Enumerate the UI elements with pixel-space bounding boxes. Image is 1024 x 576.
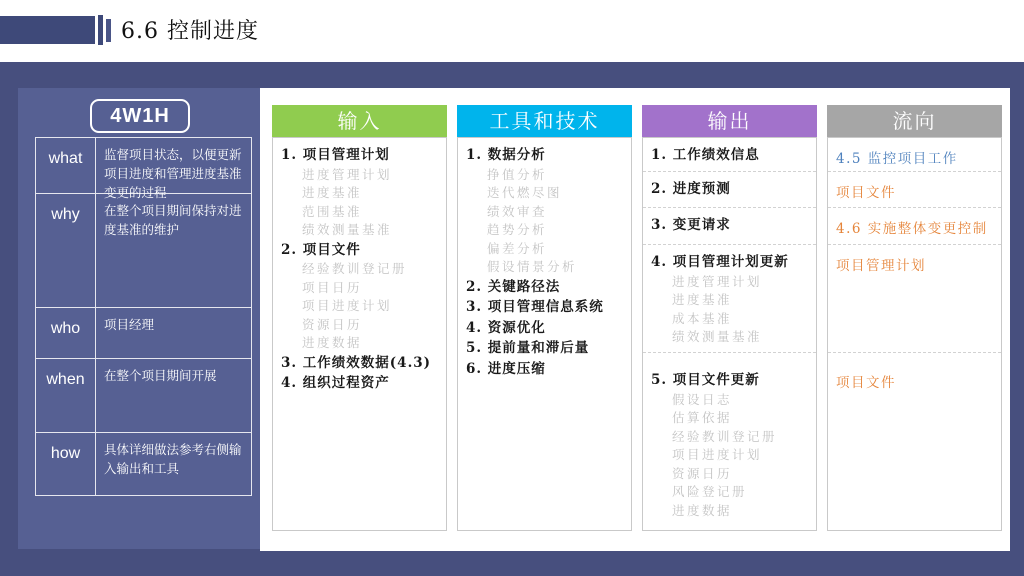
list-item: 6. 进度压缩 — [466, 360, 546, 377]
list-subitem: 绩效测量基准 — [672, 329, 763, 344]
list-subitem: 资源日历 — [302, 316, 363, 332]
list-subitem: 假设日志 — [672, 391, 733, 407]
list-subitem: 项目日历 — [302, 279, 363, 295]
row-value: 具体详细做法参考右侧输入输出和工具 — [104, 443, 242, 476]
list-subitem: 进度基准 — [672, 292, 733, 307]
flow-link: 4.5 监控项目工作 — [828, 138, 1001, 172]
list-item: 3. 变更请求 — [651, 217, 731, 233]
table-row-when — [36, 359, 251, 433]
tools-header: 工具和技术 — [457, 105, 632, 137]
list-item: 5. 提前量和滞后量 — [466, 340, 590, 356]
output-row — [643, 208, 816, 245]
table-row-who — [36, 308, 251, 359]
column-tools — [457, 105, 632, 531]
list-subitem: 资源日历 — [672, 465, 733, 481]
list-item: 2. 项目文件 — [281, 241, 361, 258]
table-row-what — [36, 138, 251, 200]
list-item: 5. 项目文件更新 — [651, 372, 760, 388]
title-accent-bar-icon — [106, 19, 111, 42]
flow-link: 4.6 实施整体变更控制 — [828, 208, 1001, 245]
fourw1h-badge: 4W1H — [90, 99, 190, 133]
list-item: 4. 资源优化 — [466, 319, 546, 336]
list-item: 3. 项目管理信息系统 — [466, 299, 604, 315]
list-item: 1. 工作绩效信息 — [651, 147, 760, 163]
column-flow — [827, 105, 1002, 531]
list-subitem: 经验教训登记册 — [672, 428, 778, 444]
list-subitem: 挣值分析 — [487, 166, 548, 182]
row-label: when — [36, 359, 96, 432]
list-subitem: 估算依据 — [672, 410, 733, 425]
list-subitem: 趋势分析 — [487, 222, 548, 237]
flow-header: 流向 — [827, 105, 1002, 137]
row-value: 在整个项目期间保持对进度基准的维护 — [104, 204, 242, 237]
row-label: why — [36, 194, 96, 307]
row-label: how — [36, 433, 96, 495]
list-subitem: 进度数据 — [672, 502, 733, 518]
list-subitem: 风险登记册 — [672, 484, 748, 499]
table-row-how — [36, 433, 251, 495]
list-subitem: 项目进度计划 — [672, 447, 763, 462]
list-subitem: 进度数据 — [302, 335, 363, 350]
row-value: 项目经理 — [104, 318, 155, 332]
inputs-list — [272, 137, 447, 531]
tools-list — [457, 137, 632, 531]
row-label: who — [36, 308, 96, 358]
list-item: 4. 组织过程资产 — [281, 375, 390, 391]
list-subitem: 迭代燃尽图 — [487, 185, 563, 200]
list-subitem: 进度基准 — [302, 185, 363, 200]
list-subitem: 绩效审查 — [487, 203, 548, 219]
row-label: what — [36, 138, 96, 193]
list-subitem: 进度管理计划 — [672, 273, 763, 289]
list-subitem: 项目进度计划 — [302, 298, 393, 313]
list-item: 2. 进度预测 — [651, 181, 731, 197]
page-title: 6.6 控制进度 — [121, 19, 259, 44]
list-item: 1. 数据分析 — [466, 147, 546, 163]
row-value: 监督项目状态，以便更新项目进度和管理进度基准变更的过程 — [104, 148, 242, 200]
list-subitem: 范围基准 — [302, 203, 363, 219]
fourw1h-panel — [18, 88, 266, 549]
flow-list — [827, 137, 1002, 531]
title-accent-rect — [0, 16, 95, 44]
output-row — [643, 353, 816, 530]
list-subitem: 经验教训登记册 — [302, 261, 408, 276]
outputs-header: 输出 — [642, 105, 817, 137]
column-inputs — [272, 105, 447, 531]
list-item: 3. 工作绩效数据(4.3) — [281, 354, 432, 371]
row-value: 在整个项目期间开展 — [104, 369, 217, 383]
list-subitem: 假设情景分析 — [487, 259, 578, 274]
title-accent-bar-icon — [98, 15, 103, 45]
table-row-why — [36, 194, 251, 308]
itto-panel — [260, 88, 1010, 551]
flow-link: 项目管理计划 — [828, 245, 1001, 353]
list-subitem: 偏差分析 — [487, 240, 548, 256]
output-row — [643, 138, 816, 172]
flow-link: 项目文件 — [828, 172, 1001, 208]
inputs-header: 输入 — [272, 105, 447, 137]
flow-link: 项目文件 — [836, 375, 896, 391]
output-row — [643, 245, 816, 353]
list-item: 4. 项目管理计划更新 — [651, 254, 789, 270]
outputs-list — [642, 137, 817, 531]
column-outputs — [642, 105, 817, 531]
fourw1h-table — [35, 137, 252, 496]
list-subitem: 成本基准 — [672, 310, 733, 326]
list-item: 1. 项目管理计划 — [281, 147, 390, 163]
list-item: 2. 关键路径法 — [466, 278, 561, 295]
list-subitem: 绩效测量基准 — [302, 222, 393, 237]
list-subitem: 进度管理计划 — [302, 166, 393, 182]
output-row — [643, 172, 816, 208]
